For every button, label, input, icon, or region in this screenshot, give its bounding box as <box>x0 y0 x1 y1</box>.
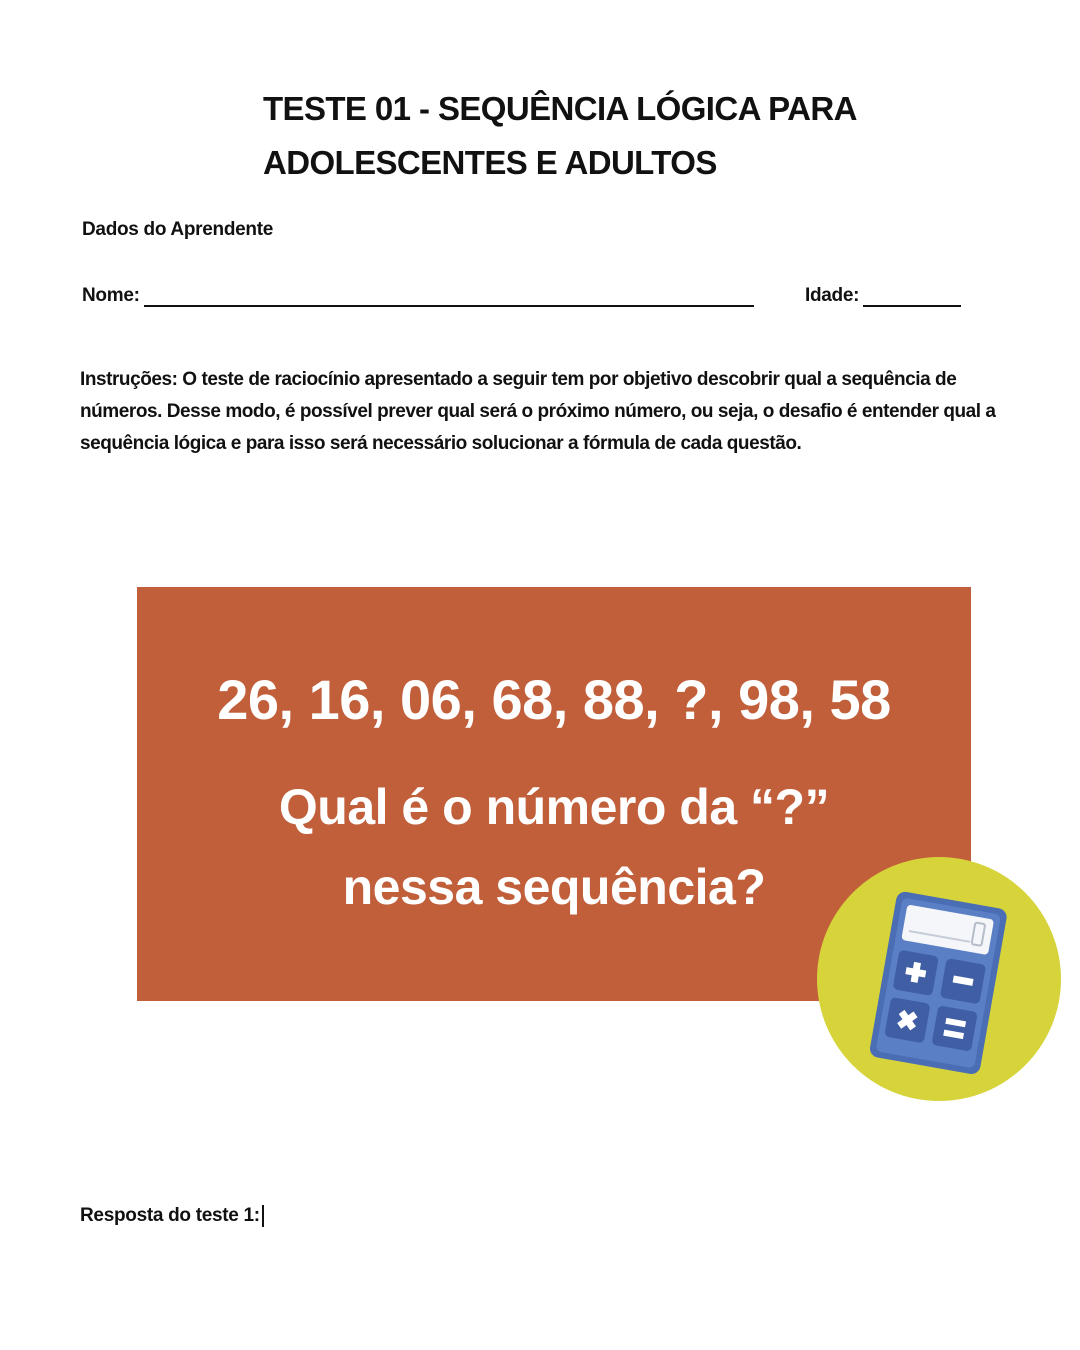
name-label: Nome: <box>82 285 140 306</box>
answer-label: Resposta do teste 1: <box>80 1205 260 1226</box>
learner-section-label: Dados do Aprendente <box>82 219 273 240</box>
name-field[interactable] <box>144 285 754 307</box>
title-line-2: ADOLESCENTES E ADULTOS <box>263 144 717 181</box>
name-field-row <box>82 285 754 307</box>
text-cursor <box>262 1205 264 1227</box>
page-title <box>263 82 963 190</box>
age-label: Idade: <box>805 285 860 306</box>
title-line-1: TESTE 01 - SEQUÊNCIA LÓGICA PARA <box>263 90 857 127</box>
age-field-row <box>805 285 961 307</box>
number-sequence: 26, 16, 06, 68, 88, ?, 98, 58 <box>217 668 891 731</box>
age-field[interactable] <box>863 285 961 307</box>
instructions-text: Instruções: O teste de raciocínio apresentado a seguir tem por objetivo descobrir qual a sequência de números. Desse modo, é possível prever qual será o próximo número, ou seja, o desafio é entender qual a sequência lógica e para isso será necessário solucionar a fórmula de cada questão. <box>80 369 996 454</box>
answer-input[interactable] <box>262 1204 382 1228</box>
calculator-icon <box>815 855 1063 1103</box>
question-line-1: Qual é o número da “?” <box>278 779 830 835</box>
answer-row <box>80 1204 382 1228</box>
question-line-2: nessa sequência? <box>342 859 766 915</box>
